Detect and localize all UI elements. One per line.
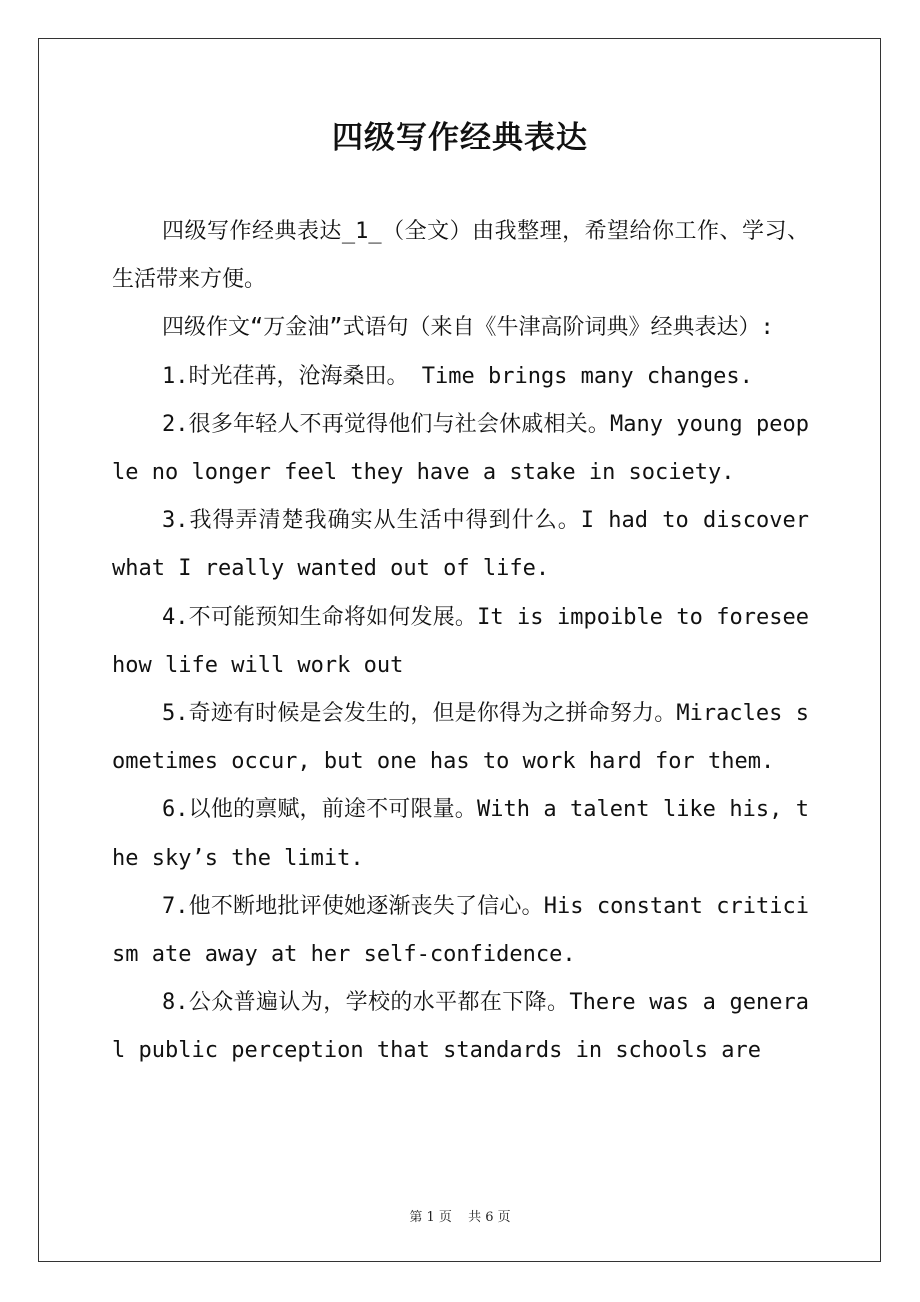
paragraph: 四级作文“万金油”式语句（来自《牛津高阶词典》经典表达）: xyxy=(162,315,774,341)
page-number: 第 1 页 xyxy=(409,1210,452,1225)
paragraph: 8.公众普遍认为，学校的水平都在下降。There was a general public perception that standards in schools are xyxy=(112,990,809,1064)
document-body xyxy=(112,208,809,1076)
paragraph: 7.他不断地批评使她逐渐丧失了信心。His constant criticism ate away at her self-confidence. xyxy=(112,893,809,968)
paragraph: 四级写作经典表达_1_（全文）由我整理，希望给你工作、学习、生活带来方便。 xyxy=(112,219,809,293)
paragraph: 5.奇迹有时候是会发生的，但是你得为之拼命努力。Miracles sometimes occur, but one has to work hard for them. xyxy=(112,701,809,775)
page-footer xyxy=(0,1206,920,1225)
page-total: 共 6 页 xyxy=(468,1210,511,1225)
document-title: 四级写作经典表达 xyxy=(332,120,588,156)
paragraph: 4.不可能预知生命将如何发展。It is impoible to foresee how life will work out xyxy=(112,604,809,678)
paragraph: 6.以他的禀赋，前途不可限量。With a talent like his, the sky’s the limit. xyxy=(112,797,809,871)
paragraph: 2.很多年轻人不再觉得他们与社会休戚相关。Many young people no longer feel they have a stake in society. xyxy=(112,411,809,486)
paragraph: 3.我得弄清楚我确实从生活中得到什么。I had to discover what I really wanted out of life. xyxy=(112,508,809,582)
paragraph: 1.时光荏苒，沧海桑田。 Time brings many changes. xyxy=(162,363,753,389)
